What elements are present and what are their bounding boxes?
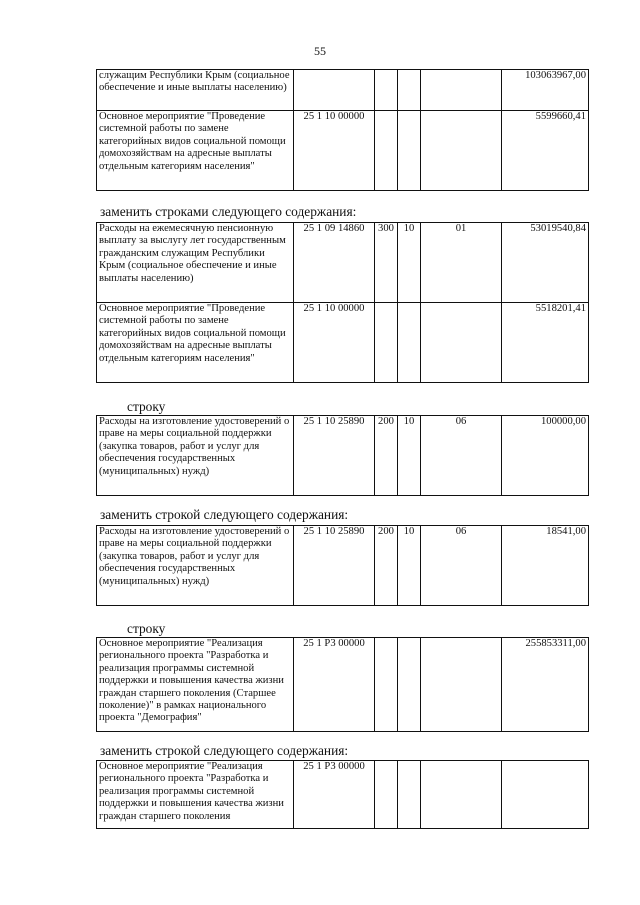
row-name: Расходы на ежемесячную пенсионную выплату за выслугу лет государственным гражданским служащим Республики Крым (социальное обеспечение и иные выплаты населению): [97, 223, 294, 303]
row-csr: 25 1 10 25890: [294, 526, 375, 606]
row-csr: 25 1 10 25890: [294, 416, 375, 496]
table-row: [97, 761, 589, 829]
row-name: Основное мероприятие "Проведение системной работы по замене категорийных видов социальной помощи домохозяйствам на адресные выплаты отдельным категориям населения": [97, 303, 294, 383]
budget-table-3: [96, 525, 589, 606]
row-vr: [375, 303, 398, 383]
instruction-heading: строку: [127, 399, 166, 414]
table-row: [97, 70, 589, 111]
row-name: Основное мероприятие "Реализация регионального проекта "Разработка и реализация программы системной поддержки и повышения качества жизни граждан старшего поколения: [97, 761, 294, 829]
table-row: [97, 223, 589, 303]
row-vr: [375, 638, 398, 732]
row-sum: [502, 761, 589, 829]
row-rz: 10: [398, 526, 421, 606]
row-vr: [375, 70, 398, 111]
row-csr: 25 1 P3 00000: [294, 761, 375, 829]
row-pr: 06: [421, 416, 502, 496]
row-vr: 200: [375, 526, 398, 606]
instruction-heading: заменить строкой следующего содержания:: [100, 743, 349, 758]
row-name: Основное мероприятие "Реализация регионального проекта "Разработка и реализация программы системной поддержки и повышения качества жизни граждан старшего поколения (Старшее поколение)" в рамках национального проекта "Демография": [97, 638, 294, 732]
row-vr: [375, 111, 398, 191]
row-vr: [375, 761, 398, 829]
row-vr: 200: [375, 416, 398, 496]
table-row: [97, 303, 589, 383]
instruction-heading: заменить строками следующего содержания:: [100, 204, 357, 219]
budget-table-0: [96, 69, 589, 191]
row-pr: 01: [421, 223, 502, 303]
row-sum: 18541,00: [502, 526, 589, 606]
table-row: [97, 416, 589, 496]
row-sum: 103063967,00: [502, 70, 589, 111]
row-sum: 255853311,00: [502, 638, 589, 732]
row-sum: 100000,00: [502, 416, 589, 496]
row-pr: [421, 70, 502, 111]
budget-table-4: [96, 637, 589, 732]
row-pr: 06: [421, 526, 502, 606]
row-vr: 300: [375, 223, 398, 303]
instruction-heading: заменить строкой следующего содержания:: [100, 507, 349, 522]
table-row: [97, 638, 589, 732]
row-name: служащим Республики Крым (социальное обеспечение и иные выплаты населению): [97, 70, 294, 111]
row-pr: [421, 303, 502, 383]
row-rz: 10: [398, 416, 421, 496]
row-csr: [294, 70, 375, 111]
row-pr: [421, 761, 502, 829]
row-rz: [398, 303, 421, 383]
budget-table-2: [96, 415, 589, 496]
row-sum: 5599660,41: [502, 111, 589, 191]
row-rz: [398, 111, 421, 191]
table-row: [97, 111, 589, 191]
row-name: Расходы на изготовление удостоверений о праве на меры социальной поддержки (закупка товаров, работ и услуг для обеспечения государственных (муниципальных) нужд): [97, 416, 294, 496]
row-csr: 25 1 09 14860: [294, 223, 375, 303]
row-rz: [398, 70, 421, 111]
row-name: Основное мероприятие "Проведение системной работы по замене категорийных видов социальной помощи домохозяйствам на адресные выплаты отдельным категориям населения": [97, 111, 294, 191]
page-number: 55: [314, 44, 326, 58]
row-name: Расходы на изготовление удостоверений о праве на меры социальной поддержки (закупка товаров, работ и услуг для обеспечения государственных (муниципальных) нужд): [97, 526, 294, 606]
row-pr: [421, 111, 502, 191]
row-sum: 53019540,84: [502, 223, 589, 303]
row-csr: 25 1 P3 00000: [294, 638, 375, 732]
row-csr: 25 1 10 00000: [294, 303, 375, 383]
row-csr: 25 1 10 00000: [294, 111, 375, 191]
instruction-heading: строку: [127, 621, 166, 636]
budget-table-1: [96, 222, 589, 383]
row-rz: 10: [398, 223, 421, 303]
row-rz: [398, 638, 421, 732]
row-rz: [398, 761, 421, 829]
budget-table-5: [96, 760, 589, 829]
table-row: [97, 526, 589, 606]
row-sum: 5518201,41: [502, 303, 589, 383]
row-pr: [421, 638, 502, 732]
